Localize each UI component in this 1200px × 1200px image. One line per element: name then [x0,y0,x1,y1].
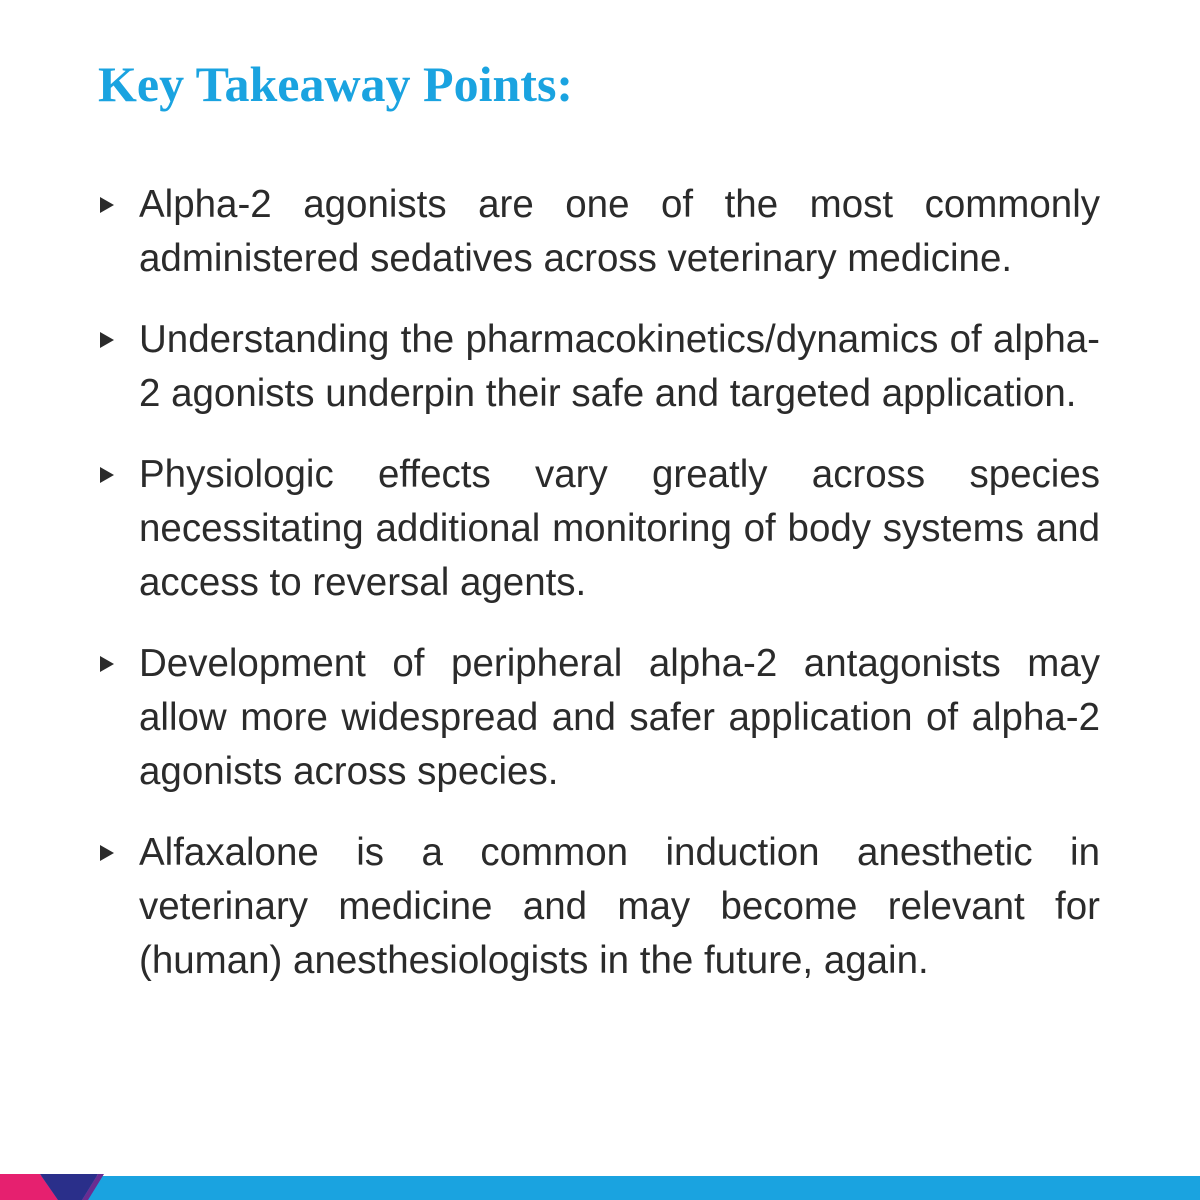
list-item [96,637,1100,799]
triangle-right-icon [100,332,114,348]
point-text: Physiologic effects vary greatly across species necessitating additional monitoring of body systems and access to reversal agents. [139,453,1100,604]
point-text: Alpha-2 agonists are one of the most commonly administered sedatives across veterinary medicine. [139,183,1100,280]
triangle-right-icon [100,197,114,213]
list-item [96,448,1100,610]
slide-title: Key Takeaway Points: [98,56,574,112]
footer-band [0,1176,1200,1200]
triangle-right-icon [100,467,114,483]
footer-decoration [0,1174,130,1200]
point-text: Understanding the pharmacokinetics/dynamics of alpha-2 agonists underpin their safe and targeted application. [139,318,1100,415]
triangle-right-icon [100,656,114,672]
triangle-right-icon [100,845,114,861]
point-text: Development of peripheral alpha-2 antagonists may allow more widespread and safer application of alpha-2 agonists across species. [139,642,1100,793]
list-item [96,313,1100,421]
takeaway-list [96,178,1100,1015]
point-text: Alfaxalone is a common induction anesthetic in veterinary medicine and may become relevant for (human) anesthesiologists in the future, again. [139,831,1100,982]
list-item [96,826,1100,988]
list-item [96,178,1100,286]
